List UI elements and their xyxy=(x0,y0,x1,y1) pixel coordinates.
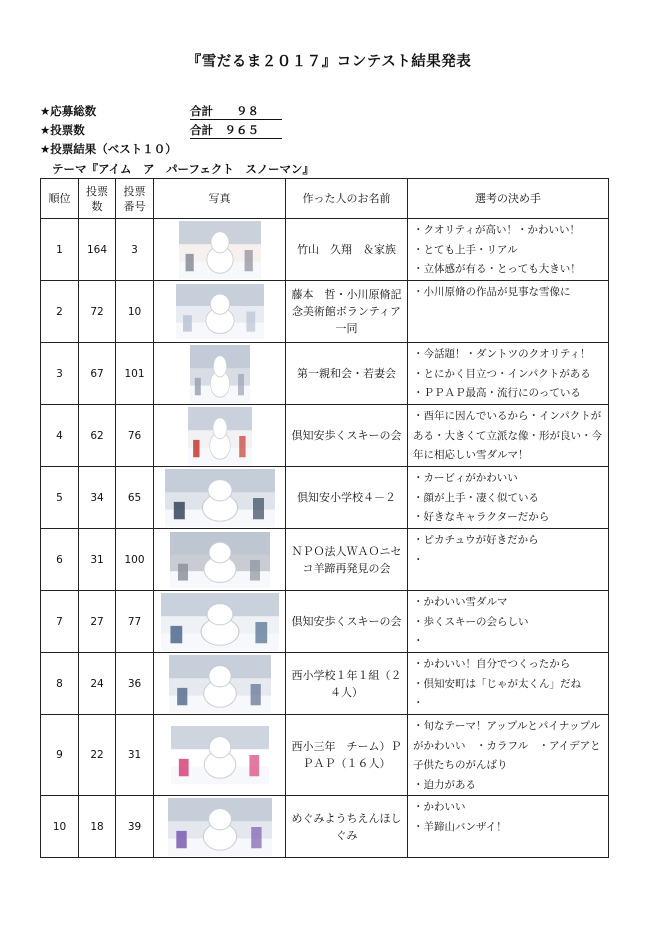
vote-number-cell: 100 xyxy=(116,529,154,591)
total-votes-value: 合計 ９６５ xyxy=(190,122,282,139)
vote-number-cell: 31 xyxy=(116,715,154,796)
reason-cell: ・小川原脩の作品が見事な雪像に xyxy=(408,281,609,343)
reason-cell: ・クオリティが高い！・かわいい！ ・とても上手・リアル ・立体感が有る・とっても大きい！ xyxy=(408,219,609,281)
rank-cell: 2 xyxy=(41,281,79,343)
vote-number-cell: 76 xyxy=(116,405,154,467)
snowman-photo-9 xyxy=(171,726,269,784)
rank-cell: 5 xyxy=(41,467,79,529)
table-row xyxy=(41,219,609,281)
photo-cell xyxy=(154,467,286,529)
snowman-photo-8 xyxy=(169,655,271,713)
table-row xyxy=(41,467,609,529)
header-reason: 選考の決め手 xyxy=(408,179,609,219)
vote-number-cell: 3 xyxy=(116,219,154,281)
snowman-photo-3 xyxy=(190,345,250,403)
snowman-photo-7 xyxy=(161,593,279,651)
table-row xyxy=(41,281,609,343)
total-votes xyxy=(40,122,282,139)
table-row xyxy=(41,796,609,858)
photo-cell xyxy=(154,529,286,591)
rank-cell: 3 xyxy=(41,343,79,405)
votes-cell: 67 xyxy=(79,343,116,405)
vote-number-cell: 65 xyxy=(116,467,154,529)
header-votes: 投票 数 xyxy=(79,179,116,219)
votes-cell: 27 xyxy=(79,591,116,653)
reason-cell: ・かわいい ・羊蹄山バンザイ！ xyxy=(408,796,609,858)
vote-number-cell: 77 xyxy=(116,591,154,653)
votes-cell: 22 xyxy=(79,715,116,796)
reason-cell: ・旬なテーマ！アップルとパイナップルがかわいい ・カラフル ・アイデアと子供たちのがんばり ・迫力がある xyxy=(408,715,609,796)
rank-cell: 8 xyxy=(41,653,79,715)
vote-number-cell: 10 xyxy=(116,281,154,343)
reason-cell: ・今話題！・ダントツのクオリティ！ ・とにかく目立つ・インパクトがある ・ＰＰＡＰ最高・流行にのっている xyxy=(408,343,609,405)
maker-name-cell: 西小学校１年１組（２４人） xyxy=(286,653,408,715)
total-entries-label: ★応募総数 xyxy=(40,104,97,118)
maker-name-cell: ＮＰＯ法人ＷＡＯニセコ羊蹄再発見の会 xyxy=(286,529,408,591)
votes-cell: 72 xyxy=(79,281,116,343)
theme-heading: テーマ『アイム ア パーフェクト スノーマン』 xyxy=(52,162,314,176)
photo-cell xyxy=(154,343,286,405)
maker-name-cell: 倶知安歩くスキーの会 xyxy=(286,591,408,653)
reason-cell: ・かわいい！自分でつくったから ・倶知安町は「じゃが太くん」だね ・ xyxy=(408,653,609,715)
rank-cell: 1 xyxy=(41,219,79,281)
results-table xyxy=(40,178,609,858)
maker-name-cell: 藤本 哲・小川原脩記念美術館ボランティア一同 xyxy=(286,281,408,343)
vote-number-cell: 101 xyxy=(116,343,154,405)
rank-cell: 10 xyxy=(41,796,79,858)
maker-name-cell: 第一親和会・若妻会 xyxy=(286,343,408,405)
reason-cell: ・ピカチュウが好きだから ・ xyxy=(408,529,609,591)
table-header-row xyxy=(41,179,609,219)
rank-cell: 9 xyxy=(41,715,79,796)
votes-cell: 24 xyxy=(79,653,116,715)
snowman-photo-4 xyxy=(188,407,252,465)
photo-cell xyxy=(154,796,286,858)
table-row xyxy=(41,343,609,405)
header-number: 投票 番号 xyxy=(116,179,154,219)
table-row xyxy=(41,591,609,653)
snowman-photo-10 xyxy=(168,798,272,856)
reason-cell: ・カービィがかわいい ・顔が上手・凄く似ている ・好きなキャラクターだから xyxy=(408,467,609,529)
snowman-photo-5 xyxy=(165,469,275,527)
table-row xyxy=(41,405,609,467)
page-title: 『雪だるま２０１７』コンテスト結果発表 xyxy=(186,54,472,70)
vote-number-cell: 39 xyxy=(116,796,154,858)
photo-cell xyxy=(154,281,286,343)
table-row xyxy=(41,653,609,715)
results-heading: ★投票結果（ベスト１０） xyxy=(40,142,177,156)
snowman-photo-1 xyxy=(179,221,261,279)
maker-name-cell: 西小三年 チーム）ＰＰＡＰ（１６人） xyxy=(286,715,408,796)
photo-cell xyxy=(154,219,286,281)
votes-cell: 164 xyxy=(79,219,116,281)
photo-cell xyxy=(154,591,286,653)
votes-cell: 31 xyxy=(79,529,116,591)
header-photo: 写真 xyxy=(154,179,286,219)
vote-number-cell: 36 xyxy=(116,653,154,715)
maker-name-cell: 竹山 久翔 ＆家族 xyxy=(286,219,408,281)
table-row xyxy=(41,715,609,796)
total-entries xyxy=(40,103,282,120)
votes-cell: 34 xyxy=(79,467,116,529)
reason-cell: ・酉年に因んでいるから・インパクトがある・大きくて立派な像・形が良い・今年に相応しい雪ダルマ！ xyxy=(408,405,609,467)
reason-cell: ・かわいい雪ダルマ ・歩くスキーの会らしい ・ xyxy=(408,591,609,653)
table-row xyxy=(41,529,609,591)
snowman-photo-6 xyxy=(170,532,270,588)
rank-cell: 6 xyxy=(41,529,79,591)
votes-cell: 18 xyxy=(79,796,116,858)
rank-cell: 7 xyxy=(41,591,79,653)
votes-cell: 62 xyxy=(79,405,116,467)
maker-name-cell: 倶知安小学校４－２ xyxy=(286,467,408,529)
photo-cell xyxy=(154,653,286,715)
total-entries-value: 合計 ９８ xyxy=(190,103,282,120)
maker-name-cell: めぐみようちえんほしぐみ xyxy=(286,796,408,858)
header-rank: 順位 xyxy=(41,179,79,219)
maker-name-cell: 倶知安歩くスキーの会 xyxy=(286,405,408,467)
rank-cell: 4 xyxy=(41,405,79,467)
snowman-photo-2 xyxy=(176,284,264,339)
photo-cell xyxy=(154,405,286,467)
header-name: 作った人のお名前 xyxy=(286,179,408,219)
total-votes-label: ★投票数 xyxy=(40,123,85,137)
photo-cell xyxy=(154,715,286,796)
